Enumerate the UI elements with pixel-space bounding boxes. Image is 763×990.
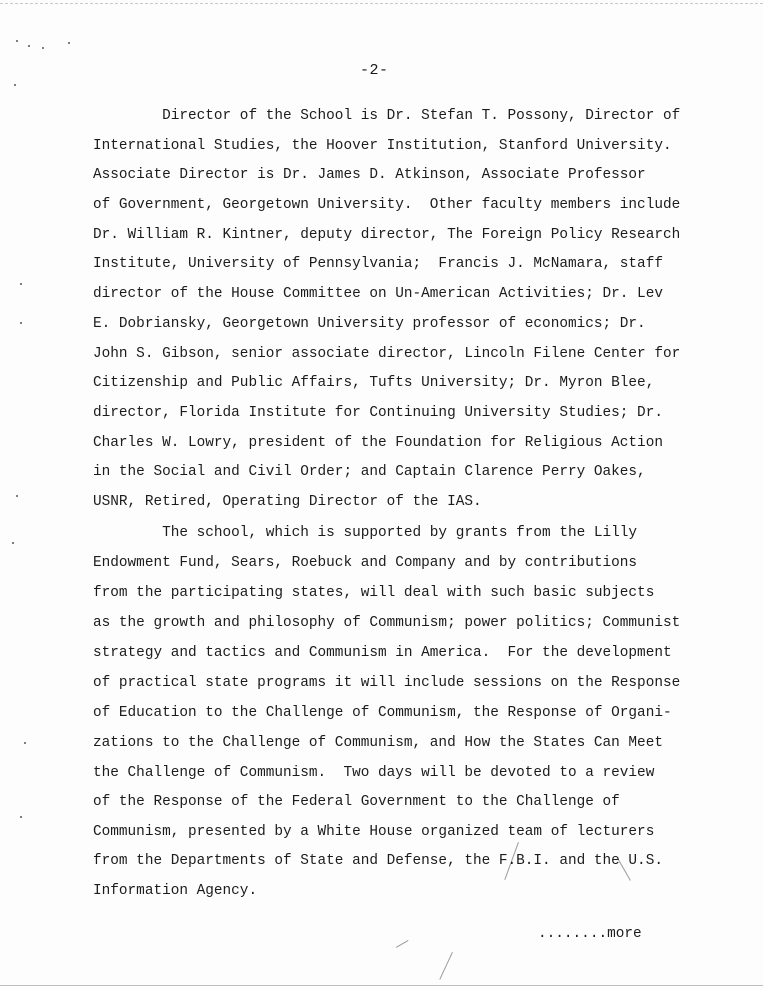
stray-mark (396, 940, 409, 948)
text-line: of practical state programs it will include sessions on the Response (93, 675, 681, 691)
scan-speck (20, 816, 22, 818)
scan-speck (16, 40, 18, 42)
stray-mark (439, 952, 453, 980)
text-line: Endowment Fund, Sears, Roebuck and Company and by contributions (93, 555, 638, 571)
text-line: Institute, University of Pennsylvania; Francis J. McNamara, staff (93, 256, 663, 272)
text-line: director, Florida Institute for Continuing University Studies; Dr. (93, 405, 663, 421)
scan-speck (20, 322, 22, 324)
text-line: USNR, Retired, Operating Director of the IAS. (93, 494, 482, 510)
text-line: from the Departments of State and Defense, the F.B.I. and the U.S. (93, 853, 663, 869)
scan-speck (24, 742, 26, 744)
scan-speck (20, 283, 22, 285)
text-line: E. Dobriansky, Georgetown University professor of economics; Dr. (93, 316, 646, 332)
text-line: The school, which is supported by grants from the Lilly (93, 525, 638, 541)
text-line: of the Response of the Federal Government to the Challenge of (93, 794, 620, 810)
text-line: of Government, Georgetown University. Other faculty members include (93, 197, 681, 213)
text-line: Associate Director is Dr. James D. Atkinson, Associate Professor (93, 167, 646, 183)
text-line: director of the House Committee on Un-American Activities; Dr. Lev (93, 286, 663, 302)
scan-speck (14, 84, 16, 86)
scan-speck (28, 45, 30, 47)
text-line: Dr. William R. Kintner, deputy director, The Foreign Policy Research (93, 227, 681, 243)
text-line: as the growth and philosophy of Communism; power politics; Communist (93, 615, 681, 631)
scan-speck (12, 542, 14, 544)
text-line: the Challenge of Communism. Two days will be devoted to a review (93, 765, 655, 781)
text-line: strategy and tactics and Communism in America. For the development (93, 645, 672, 661)
text-line: Information Agency. (93, 883, 258, 899)
page-number: -2- (360, 62, 389, 79)
text-line: Citizenship and Public Affairs, Tufts University; Dr. Myron Blee, (93, 375, 655, 391)
page-bottom-edge (0, 985, 763, 986)
text-line: zations to the Challenge of Communism, and How the States Can Meet (93, 735, 663, 751)
text-line: International Studies, the Hoover Institution, Stanford University. (93, 138, 672, 154)
continuation-marker: ........more (538, 926, 642, 942)
scan-speck (16, 495, 18, 497)
text-line: from the participating states, will deal with such basic subjects (93, 585, 655, 601)
text-line: Charles W. Lowry, president of the Foundation for Religious Action (93, 435, 663, 451)
text-line: Director of the School is Dr. Stefan T. Possony, Director of (93, 108, 681, 124)
text-line: of Education to the Challenge of Communism, the Response of Organi- (93, 705, 672, 721)
text-line: in the Social and Civil Order; and Captain Clarence Perry Oakes, (93, 464, 646, 480)
text-line: Communism, presented by a White House organized team of lecturers (93, 824, 655, 840)
text-line: John S. Gibson, senior associate director, Lincoln Filene Center for (93, 346, 681, 362)
scan-speck (68, 42, 70, 44)
scan-speck (42, 47, 44, 49)
page-top-edge (0, 3, 763, 4)
